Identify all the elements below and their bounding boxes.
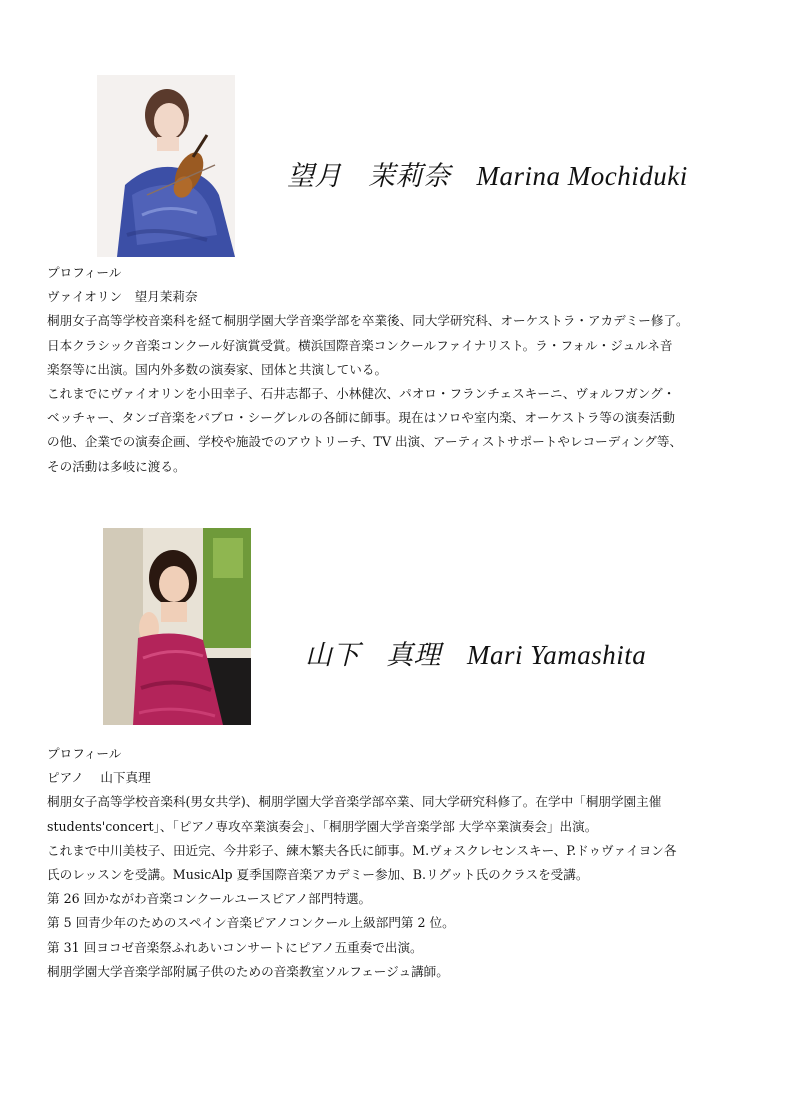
- bio-line: 第 31 回ヨコゼ音楽祭ふれあいコンサートにピアノ五重奏で出演。: [47, 939, 423, 955]
- bio-line: 楽祭等に出演。国内外多数の演奏家、団体と共演している。: [47, 361, 388, 377]
- name-en: Mari Yamashita: [467, 640, 647, 670]
- bio-line: ベッチャー、タンゴ音楽をパブロ・シーグレルの各師に師事。現在はソロや室内楽、オーケストラ等の演奏活動: [47, 410, 675, 426]
- bio-line: 桐朋女子高等学校音楽科(男女共学)、桐朋学園大学音楽学部卒業、同大学研究科修了。在学中「桐朋学園主催: [47, 794, 662, 810]
- bio-line: 日本クラシック音楽コンクール好演賞受賞。横浜国際音楽コンクールファイナリスト。ラ・フォル・ジュルネ音: [47, 337, 673, 353]
- bio-line: 第 26 回かながわ音楽コンクールユースピアノ部門特選。: [47, 891, 372, 907]
- violinist-photo: [97, 75, 235, 257]
- bio-line: これまで中川美枝子、田近完、今井彩子、練木繁夫各氏に師事。M.ヴォスクレセンスキー、P.ドゥヴァイヨン各: [47, 842, 677, 858]
- performer-bio: [47, 261, 747, 479]
- name-ja-family: 望月: [287, 161, 342, 191]
- bio-line: students'concert」、「ピアノ専攻卒業演奏会」、「桐朋学園大学音楽学部 大学卒業演奏会」出演。: [47, 818, 598, 834]
- name-ja-family: 山下: [305, 640, 360, 670]
- bio-line: の他、企業での演奏企画、学校や施設でのアウトリーチ、TV 出演、アーティストサポートやレコーディング等、: [47, 434, 683, 450]
- performer-name: [305, 633, 646, 672]
- bio-heading: プロフィール: [47, 746, 122, 761]
- bio-line: 第 5 回青少年のためのスペイン音楽ピアノコンクール上級部門第 2 位。: [47, 915, 455, 931]
- bio-line: これまでにヴァイオリンを小田幸子、石井志都子、小林健次、パオロ・フランチェスキーニ、ヴォルフガング・: [47, 386, 676, 402]
- pianist-photo: [103, 528, 251, 725]
- name-ja-given: 真理: [386, 640, 441, 670]
- performer-name: [287, 154, 688, 193]
- bio-line: 氏のレッスンを受講。MusicAlp 夏季国際音楽アカデミー参加、B.リグット氏のクラスを受講。: [47, 867, 589, 883]
- bio-heading: プロフィール: [47, 265, 122, 280]
- bio-line: その活動は多岐に渡る。: [47, 458, 186, 474]
- bio-line: 桐朋学園大学音楽学部附属子供のための音楽教室ソルフェージュ講師。: [47, 963, 449, 979]
- name-en: Marina Mochiduki: [476, 161, 688, 191]
- bio-instrument: ヴァイオリン 望月茉莉奈: [47, 289, 198, 305]
- bio-instrument: ピアノ 山下真理: [47, 770, 151, 786]
- bio-line: 桐朋女子高等学校音楽科を経て桐朋学園大学音楽学部を卒業後、同大学研究科、オーケストラ・アカデミー修了。: [47, 313, 689, 329]
- performer-bio: [47, 742, 747, 984]
- name-ja-given: 茉莉奈: [368, 161, 451, 191]
